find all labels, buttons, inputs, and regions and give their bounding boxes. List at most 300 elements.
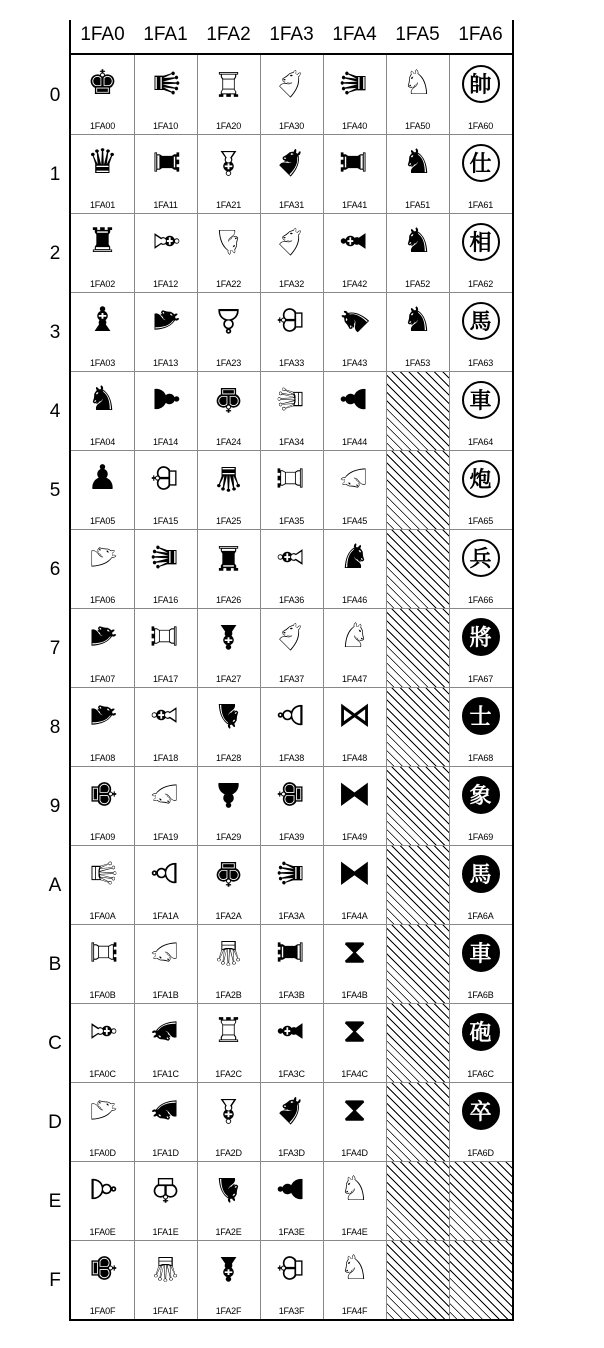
- code-point-cell: [71, 845, 134, 924]
- code-point-cell: [260, 608, 323, 687]
- chess-piece-glyph: ♘: [339, 1169, 370, 1209]
- code-point-label: 1FA0E: [89, 1227, 116, 1237]
- code-point-cell: [134, 1003, 197, 1082]
- code-point-label: 1FA0D: [89, 1148, 116, 1158]
- chess-piece-glyph: ♝: [87, 300, 118, 340]
- chess-piece-glyph: ♙: [145, 857, 186, 889]
- table-border: [512, 20, 514, 1321]
- code-point-label: 1FA31: [278, 200, 305, 210]
- code-point-label: 1FA50: [404, 121, 431, 131]
- code-point-label: 1FA39: [278, 832, 305, 842]
- chess-piece-glyph: ♘: [266, 58, 317, 108]
- row-header: 3: [49, 322, 61, 343]
- code-point-cell: [197, 529, 260, 608]
- code-point-cell: [71, 1161, 134, 1240]
- chess-piece-glyph: ♖: [213, 1011, 244, 1051]
- code-point-label: 1FA6C: [467, 1069, 494, 1079]
- reserved-cell: [386, 1082, 449, 1161]
- chess-piece-glyph: ♔: [271, 304, 312, 336]
- row-header: 6: [49, 559, 61, 580]
- chess-piece-glyph: ♖: [82, 936, 123, 968]
- code-point-label: 1FA4F: [341, 1306, 368, 1316]
- code-point-label: 1FA65: [467, 516, 494, 526]
- code-point-cell: [449, 450, 512, 529]
- chess-piece-glyph: ♗: [213, 142, 244, 182]
- chess-piece-glyph: ♞: [213, 695, 244, 735]
- code-point-cell: [71, 687, 134, 766]
- code-point-cell: [71, 1240, 134, 1319]
- code-point-cell: [71, 529, 134, 608]
- chess-piece-glyph: ♙: [271, 699, 312, 731]
- chess-piece-glyph: ♚: [82, 1252, 123, 1284]
- code-point-cell: [323, 55, 386, 134]
- code-point-label: 1FA69: [467, 832, 494, 842]
- code-point-label: 1FA3A: [278, 911, 305, 921]
- chess-piece-glyph: ♝: [334, 225, 375, 257]
- code-point-label: 1FA16: [152, 595, 179, 605]
- code-point-cell: [71, 371, 134, 450]
- code-point-cell: [449, 687, 512, 766]
- chess-piece-glyph: ⧓: [337, 774, 372, 814]
- code-point-label: 1FA47: [341, 674, 368, 684]
- xiangqi-piece-glyph: 車: [462, 934, 500, 972]
- xiangqi-piece-glyph: 馬: [462, 302, 500, 340]
- chess-piece-glyph: ♛: [145, 541, 186, 573]
- code-point-label: 1FA41: [341, 200, 368, 210]
- chess-piece-glyph: ♞: [402, 300, 433, 340]
- code-point-cell: [449, 371, 512, 450]
- chess-piece-glyph: ♕: [150, 1248, 181, 1288]
- chess-piece-glyph: ♔: [145, 462, 186, 494]
- code-point-cell: [134, 1161, 197, 1240]
- code-point-cell: [71, 1082, 134, 1161]
- code-point-cell: [197, 687, 260, 766]
- grid-line: [71, 924, 512, 925]
- code-point-cell: [197, 845, 260, 924]
- code-point-cell: [449, 845, 512, 924]
- chess-piece-glyph: ♘: [145, 778, 186, 810]
- grid-line: [71, 292, 512, 293]
- code-point-cell: [449, 55, 512, 134]
- chess-piece-glyph: ♘: [266, 611, 317, 661]
- chess-piece-glyph: ♟: [213, 774, 244, 814]
- code-point-cell: [197, 134, 260, 213]
- chess-piece-glyph: ♝: [271, 1015, 312, 1047]
- code-point-label: 1FA68: [467, 753, 494, 763]
- code-point-label: 1FA1C: [152, 1069, 179, 1079]
- code-point-cell: [260, 845, 323, 924]
- code-point-cell: [197, 608, 260, 687]
- chess-piece-glyph: ♘: [213, 221, 244, 261]
- chess-piece-glyph: ♜: [271, 936, 312, 968]
- row-header: 9: [49, 796, 61, 817]
- code-point-label: 1FA24: [215, 437, 242, 447]
- chess-piece-glyph: ♞: [266, 137, 317, 187]
- code-point-cell: [449, 292, 512, 371]
- chess-piece-glyph: ♜: [213, 537, 244, 577]
- code-point-label: 1FA2F: [215, 1306, 242, 1316]
- code-point-cell: [260, 371, 323, 450]
- code-point-cell: [449, 134, 512, 213]
- row-header: F: [49, 1270, 61, 1291]
- code-point-label: 1FA46: [341, 595, 368, 605]
- code-point-cell: [71, 450, 134, 529]
- code-point-label: 1FA07: [89, 674, 116, 684]
- grid-line: [71, 213, 512, 214]
- code-point-label: 1FA3D: [278, 1148, 305, 1158]
- chess-piece-glyph: ♟: [334, 383, 375, 415]
- code-point-cell: [260, 1240, 323, 1319]
- code-point-label: 1FA42: [341, 279, 368, 289]
- code-point-label: 1FA05: [89, 516, 116, 526]
- xiangqi-piece-glyph: 卒: [462, 1092, 500, 1130]
- code-point-label: 1FA30: [278, 121, 305, 131]
- code-point-label: 1FA43: [341, 358, 368, 368]
- code-point-cell: [323, 1003, 386, 1082]
- chess-piece-glyph: ♘: [266, 216, 317, 266]
- code-point-cell: [323, 1082, 386, 1161]
- code-point-label: 1FA13: [152, 358, 179, 368]
- grid-line: [323, 55, 324, 1319]
- code-point-cell: [71, 766, 134, 845]
- chess-piece-glyph: ♞: [82, 620, 123, 652]
- code-point-label: 1FA11: [153, 200, 178, 210]
- code-point-label: 1FA33: [278, 358, 305, 368]
- code-point-cell: [134, 608, 197, 687]
- chess-piece-glyph: ♞: [145, 304, 186, 336]
- chess-piece-glyph: ♞: [213, 1169, 244, 1209]
- code-point-label: 1FA48: [341, 753, 368, 763]
- code-point-cell: [197, 55, 260, 134]
- code-point-label: 1FA27: [215, 674, 242, 684]
- code-point-cell: [197, 924, 260, 1003]
- code-point-cell: [134, 924, 197, 1003]
- code-point-cell: [134, 213, 197, 292]
- reserved-cell: [386, 766, 449, 845]
- code-point-label: 1FA3E: [278, 1227, 305, 1237]
- code-point-cell: [71, 292, 134, 371]
- code-point-cell: [134, 766, 197, 845]
- code-point-cell: [386, 213, 449, 292]
- code-point-label: 1FA2B: [215, 990, 242, 1000]
- chess-piece-glyph: ⧗: [342, 1011, 367, 1051]
- code-point-label: 1FA22: [215, 279, 242, 289]
- code-point-cell: [134, 529, 197, 608]
- reserved-cell: [386, 1161, 449, 1240]
- code-point-cell: [260, 924, 323, 1003]
- chess-piece-glyph: ♖: [213, 63, 244, 103]
- code-point-cell: [260, 766, 323, 845]
- code-point-cell: [386, 55, 449, 134]
- code-point-cell: [197, 1082, 260, 1161]
- code-point-cell: [260, 687, 323, 766]
- grid-line: [386, 55, 387, 1319]
- chess-piece-glyph: ♞: [266, 1085, 317, 1135]
- code-point-cell: [323, 845, 386, 924]
- reserved-cell: [386, 1240, 449, 1319]
- code-point-label: 1FA08: [89, 753, 116, 763]
- column-header: 1FA4: [332, 24, 377, 45]
- code-point-label: 1FA2E: [215, 1227, 242, 1237]
- code-point-cell: [197, 292, 260, 371]
- code-point-label: 1FA0F: [89, 1306, 116, 1316]
- chess-piece-glyph: ♛: [87, 142, 118, 182]
- chess-piece-glyph: ♖: [271, 462, 312, 494]
- code-point-label: 1FA09: [89, 832, 116, 842]
- code-point-cell: [71, 213, 134, 292]
- chess-piece-glyph: ♞: [87, 379, 118, 419]
- chess-piece-glyph: ♖: [145, 620, 186, 652]
- code-point-label: 1FA2D: [215, 1148, 242, 1158]
- code-point-cell: [323, 924, 386, 1003]
- xiangqi-piece-glyph: 馬: [462, 855, 500, 893]
- grid-line: [71, 766, 512, 767]
- chess-piece-glyph: ♝: [213, 1248, 244, 1288]
- row-header: B: [48, 954, 62, 975]
- code-point-label: 1FA6B: [467, 990, 494, 1000]
- row-header: 7: [49, 638, 61, 659]
- grid-line: [71, 687, 512, 688]
- code-point-cell: [134, 687, 197, 766]
- code-point-label: 1FA01: [89, 200, 116, 210]
- code-point-cell: [323, 766, 386, 845]
- xiangqi-piece-glyph: 砲: [462, 1013, 500, 1051]
- grid-line: [71, 371, 512, 372]
- code-point-label: 1FA17: [152, 674, 179, 684]
- code-point-label: 1FA14: [152, 437, 179, 447]
- code-point-cell: [197, 766, 260, 845]
- code-point-cell: [197, 213, 260, 292]
- chess-piece-glyph: ♘: [82, 1094, 123, 1126]
- code-point-label: 1FA4B: [341, 990, 368, 1000]
- code-point-label: 1FA0A: [89, 911, 116, 921]
- code-point-label: 1FA63: [467, 358, 494, 368]
- code-point-label: 1FA67: [467, 674, 494, 684]
- code-point-label: 1FA1F: [152, 1306, 179, 1316]
- code-point-label: 1FA52: [404, 279, 431, 289]
- chess-piece-glyph: ♗: [145, 699, 186, 731]
- code-point-cell: [323, 1240, 386, 1319]
- chess-piece-glyph: ♘: [339, 1248, 370, 1288]
- code-point-cell: [260, 55, 323, 134]
- code-point-label: 1FA38: [278, 753, 305, 763]
- code-point-cell: [71, 134, 134, 213]
- grid-line: [71, 845, 512, 846]
- chess-piece-glyph: ♚: [271, 778, 312, 810]
- code-point-label: 1FA1B: [152, 990, 179, 1000]
- grid-line: [71, 529, 512, 530]
- code-point-label: 1FA34: [278, 437, 305, 447]
- chess-piece-glyph: ♕: [213, 932, 244, 972]
- chess-piece-glyph: ♛: [145, 67, 186, 99]
- reserved-cell: [386, 529, 449, 608]
- reserved-cell: [449, 1240, 512, 1319]
- chess-piece-glyph: ♔: [271, 1252, 312, 1284]
- chess-piece-glyph: ♞: [145, 1094, 186, 1126]
- grid-line: [71, 1240, 512, 1241]
- code-point-label: 1FA60: [467, 121, 494, 131]
- code-point-cell: [449, 1082, 512, 1161]
- code-point-label: 1FA03: [89, 358, 116, 368]
- code-point-label: 1FA4C: [341, 1069, 368, 1079]
- chess-piece-glyph: ♘: [339, 616, 370, 656]
- code-point-label: 1FA62: [467, 279, 494, 289]
- code-point-cell: [323, 134, 386, 213]
- code-point-label: 1FA28: [215, 753, 242, 763]
- code-point-cell: [260, 213, 323, 292]
- reserved-cell: [386, 924, 449, 1003]
- chess-piece-glyph: ♘: [334, 462, 375, 494]
- code-point-cell: [323, 213, 386, 292]
- table-border: [69, 1319, 514, 1321]
- code-point-label: 1FA3C: [278, 1069, 305, 1079]
- row-header: 5: [49, 480, 61, 501]
- grid-line: [260, 55, 261, 1319]
- chess-piece-glyph: ♞: [82, 699, 123, 731]
- table-border: [69, 20, 71, 1321]
- chess-piece-glyph: ♚: [213, 379, 244, 419]
- code-point-cell: [197, 450, 260, 529]
- chess-piece-glyph: ♘: [402, 63, 433, 103]
- chess-piece-glyph: ♞: [339, 537, 370, 577]
- chess-piece-glyph: ⧓: [337, 853, 372, 893]
- code-point-label: 1FA6D: [467, 1148, 494, 1158]
- reserved-cell: [386, 450, 449, 529]
- code-point-cell: [323, 1161, 386, 1240]
- code-point-cell: [323, 450, 386, 529]
- chess-piece-glyph: ♟: [87, 458, 118, 498]
- code-point-label: 1FA32: [278, 279, 305, 289]
- chess-piece-glyph: ♚: [87, 63, 118, 103]
- chess-piece-glyph: ♕: [82, 857, 123, 889]
- code-point-label: 1FA64: [467, 437, 494, 447]
- code-point-cell: [449, 213, 512, 292]
- row-header: C: [48, 1033, 62, 1054]
- row-header: 2: [49, 243, 61, 264]
- code-point-cell: [386, 134, 449, 213]
- code-point-cell: [323, 371, 386, 450]
- code-point-cell: [71, 1003, 134, 1082]
- row-header: 1: [49, 164, 61, 185]
- row-header: A: [48, 875, 62, 896]
- code-point-label: 1FA1E: [152, 1227, 179, 1237]
- chess-piece-glyph: ♕: [271, 383, 312, 415]
- grid-line: [134, 55, 135, 1319]
- code-point-label: 1FA23: [215, 358, 242, 368]
- chess-piece-glyph: ♛: [271, 857, 312, 889]
- code-point-cell: [260, 134, 323, 213]
- chess-piece-glyph: ♜: [334, 146, 375, 178]
- code-point-cell: [449, 924, 512, 1003]
- code-point-cell: [260, 292, 323, 371]
- chess-piece-glyph: ♛: [213, 458, 244, 498]
- xiangqi-piece-glyph: 仕: [462, 144, 500, 182]
- chess-piece-glyph: ♚: [213, 853, 244, 893]
- code-point-label: 1FA36: [278, 595, 305, 605]
- chess-piece-glyph: ♜: [87, 221, 118, 261]
- code-point-cell: [197, 1161, 260, 1240]
- code-point-cell: [449, 766, 512, 845]
- code-point-cell: [449, 608, 512, 687]
- chess-piece-glyph: ♘: [145, 936, 186, 968]
- table-border: [69, 53, 514, 55]
- chess-piece-glyph: ♞: [402, 142, 433, 182]
- xiangqi-piece-glyph: 炮: [462, 460, 500, 498]
- code-point-label: 1FA4A: [341, 911, 368, 921]
- xiangqi-piece-glyph: 士: [462, 697, 500, 735]
- column-header: 1FA5: [395, 24, 440, 45]
- code-point-label: 1FA15: [152, 516, 179, 526]
- code-point-label: 1FA49: [341, 832, 368, 842]
- code-point-cell: [323, 608, 386, 687]
- code-point-cell: [134, 845, 197, 924]
- code-point-cell: [260, 450, 323, 529]
- xiangqi-piece-glyph: 將: [462, 618, 500, 656]
- code-point-cell: [134, 1240, 197, 1319]
- grid-line: [71, 1161, 512, 1162]
- xiangqi-piece-glyph: 車: [462, 381, 500, 419]
- code-point-label: 1FA10: [152, 121, 179, 131]
- chess-piece-glyph: ⧗: [342, 1090, 367, 1130]
- code-point-label: 1FA45: [341, 516, 368, 526]
- xiangqi-piece-glyph: 兵: [462, 539, 500, 577]
- code-point-label: 1FA40: [341, 121, 368, 131]
- xiangqi-piece-glyph: 相: [462, 223, 500, 261]
- column-header: 1FA0: [80, 24, 125, 45]
- code-point-label: 1FA4E: [341, 1227, 368, 1237]
- row-header: 8: [49, 717, 61, 738]
- row-header: 0: [49, 85, 61, 106]
- code-point-label: 1FA20: [215, 121, 242, 131]
- code-point-label: 1FA61: [467, 200, 494, 210]
- code-point-label: 1FA00: [89, 121, 116, 131]
- code-point-label: 1FA0B: [89, 990, 116, 1000]
- code-point-cell: [323, 529, 386, 608]
- code-point-label: 1FA1A: [152, 911, 179, 921]
- reserved-cell: [386, 371, 449, 450]
- grid-line: [71, 1003, 512, 1004]
- chess-piece-glyph: ♙: [82, 1173, 123, 1205]
- code-point-cell: [134, 1082, 197, 1161]
- code-point-cell: [449, 529, 512, 608]
- chess-piece-glyph: ♞: [402, 221, 433, 261]
- code-point-cell: [71, 55, 134, 134]
- code-point-label: 1FA12: [152, 279, 179, 289]
- code-point-label: 1FA3B: [278, 990, 305, 1000]
- code-point-label: 1FA1D: [152, 1148, 179, 1158]
- chess-piece-glyph: ♔: [150, 1169, 181, 1209]
- chess-piece-glyph: ♗: [271, 541, 312, 573]
- xiangqi-piece-glyph: 帥: [462, 65, 500, 103]
- chess-piece-glyph: ♙: [213, 300, 244, 340]
- code-point-label: 1FA04: [89, 437, 116, 447]
- grid-line: [71, 134, 512, 135]
- code-point-cell: [386, 292, 449, 371]
- reserved-cell: [449, 1161, 512, 1240]
- code-point-label: 1FA3F: [278, 1306, 305, 1316]
- code-point-label: 1FA21: [215, 200, 242, 210]
- code-point-label: 1FA66: [467, 595, 494, 605]
- code-point-cell: [449, 1003, 512, 1082]
- code-point-cell: [71, 924, 134, 1003]
- chess-piece-glyph: ♞: [329, 295, 380, 345]
- code-point-label: 1FA53: [404, 358, 431, 368]
- chess-piece-glyph: ♗: [82, 1015, 123, 1047]
- code-point-cell: [134, 55, 197, 134]
- code-point-label: 1FA6A: [467, 911, 494, 921]
- grid-line: [197, 55, 198, 1319]
- code-point-label: 1FA0C: [89, 1069, 116, 1079]
